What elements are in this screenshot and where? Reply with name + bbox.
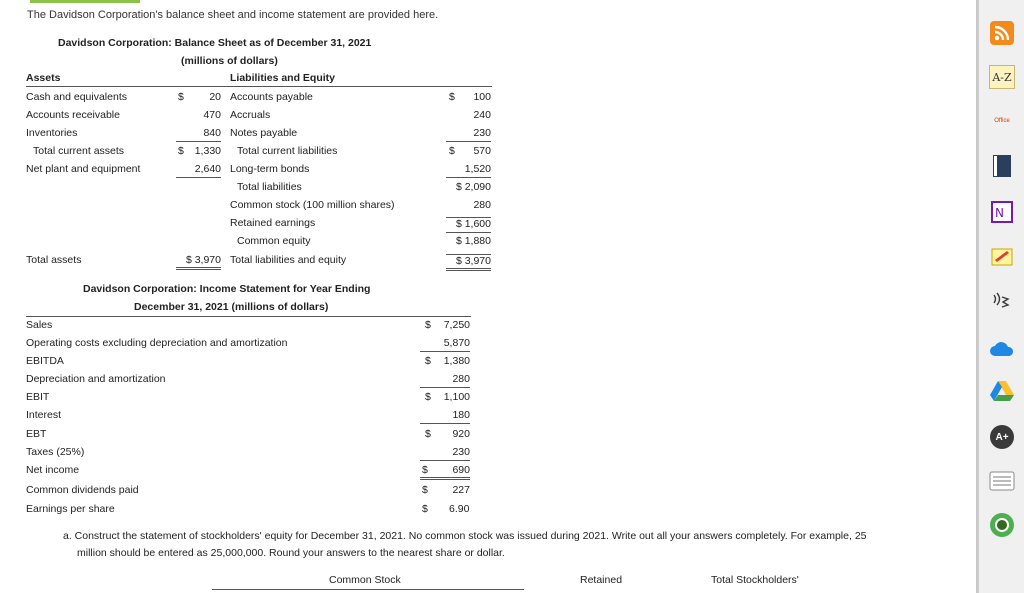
liability-label: Total liabilities xyxy=(237,181,302,193)
liability-dollar: $ xyxy=(449,145,455,157)
liability-label: Retained earnings xyxy=(230,217,316,229)
income-value: 1,100 xyxy=(443,391,470,403)
income-label: Operating costs excluding depreciation and amortization xyxy=(26,337,288,349)
circle-icon[interactable] xyxy=(989,512,1015,538)
liability-label: Notes payable xyxy=(230,127,298,139)
asset-label: Total current assets xyxy=(33,145,125,157)
liability-dollar: $ xyxy=(449,91,455,103)
income-title-line2: December 31, 2021 (millions of dollars) xyxy=(134,301,329,313)
income-dollar: $ xyxy=(425,355,431,367)
income-dollar: $ xyxy=(422,484,428,496)
keyboard-icon[interactable] xyxy=(989,468,1015,494)
col-retained: Retained xyxy=(580,574,623,586)
header-rule xyxy=(26,86,492,87)
income-label: Sales xyxy=(26,319,53,331)
income-label: Interest xyxy=(26,409,62,421)
income-value: 7,250 xyxy=(443,319,470,331)
liability-label: Common equity xyxy=(237,235,311,247)
a-plus-icon[interactable]: A+ xyxy=(989,424,1015,450)
income-value: 230 xyxy=(420,446,470,461)
income-value: 920 xyxy=(452,428,470,440)
intro-text: The Davidson Corporation's balance sheet and income statement are provided here. xyxy=(27,9,439,21)
income-label: EBT xyxy=(26,428,47,440)
income-label: Taxes (25%) xyxy=(26,446,85,458)
liabilities-header: Liabilities and Equity xyxy=(230,72,336,84)
question-line2: million should be entered as 25,000,000. Round your answers to the nearest share or dollar. xyxy=(77,547,505,559)
income-dollar: $ xyxy=(425,428,431,440)
income-value: 280 xyxy=(420,373,470,388)
note-icon[interactable] xyxy=(989,244,1015,270)
col-total-stockholders: Total Stockholders' xyxy=(711,574,799,586)
question-line1: a. Construct the statement of stockholders' equity for December 31, 2021. No common stock was issued during 2021. Write out all your answers completely. For example, 25 xyxy=(63,530,867,542)
asset-label: Accounts receivable xyxy=(26,109,120,121)
income-label: Earnings per share xyxy=(26,503,115,515)
income-header-rule xyxy=(26,316,471,317)
office-icon[interactable]: Office xyxy=(994,118,1010,124)
income-label: Common dividends paid xyxy=(26,484,139,496)
top-accent-bar xyxy=(30,0,140,3)
liability-value: $ 3,970 xyxy=(446,254,491,271)
asset-value: 20 xyxy=(209,91,221,103)
income-value: 690 xyxy=(420,464,470,480)
income-value: 6.90 xyxy=(449,503,470,515)
liability-label: Long-term bonds xyxy=(230,163,310,175)
total-assets-label: Total assets xyxy=(26,254,82,266)
book-icon[interactable] xyxy=(989,153,1015,179)
liability-value: $ 2,090 xyxy=(455,181,491,193)
income-value: 180 xyxy=(420,409,470,424)
rss-icon[interactable] xyxy=(989,20,1015,46)
liability-value: $ 1,880 xyxy=(455,235,491,247)
voice-icon[interactable] xyxy=(989,290,1015,316)
liability-label: Total current liabilities xyxy=(237,145,338,157)
total-assets-value: $ 3,970 xyxy=(176,254,221,270)
liability-label: Total liabilities and equity xyxy=(230,254,347,266)
income-label: Depreciation and amortization xyxy=(26,373,166,385)
asset-label: Inventories xyxy=(26,127,78,139)
balance-sheet-subtitle: (millions of dollars) xyxy=(181,55,278,67)
svg-text:N: N xyxy=(995,206,1004,220)
asset-label: Net plant and equipment xyxy=(26,163,141,175)
liability-value: 280 xyxy=(473,199,491,211)
liability-value: 100 xyxy=(473,91,491,103)
income-value: 1,380 xyxy=(443,355,470,367)
asset-value: 2,640 xyxy=(176,163,221,178)
onenote-icon[interactable] xyxy=(989,199,1015,225)
drive-icon[interactable] xyxy=(989,378,1015,404)
assets-header: Assets xyxy=(26,72,61,84)
income-dollar: $ xyxy=(425,391,431,403)
income-dollar: $ xyxy=(425,319,431,331)
income-label: EBITDA xyxy=(26,355,64,367)
asset-value: 840 xyxy=(176,127,221,142)
asset-dollar: $ xyxy=(178,91,184,103)
income-label: EBIT xyxy=(26,391,50,403)
cloud-icon[interactable] xyxy=(989,335,1015,361)
income-dollar: $ xyxy=(422,464,428,476)
liability-label: Common stock (100 million shares) xyxy=(230,199,395,211)
col-common-stock: Common Stock xyxy=(329,574,401,586)
extensions-sidebar xyxy=(978,0,1024,593)
liability-value: $ 1,600 xyxy=(446,217,491,233)
liability-value: 1,520 xyxy=(446,163,491,178)
asset-label: Cash and equivalents xyxy=(26,91,127,103)
asset-value: 470 xyxy=(203,109,221,121)
income-label: Net income xyxy=(26,464,80,476)
common-stock-rule xyxy=(212,589,524,590)
income-dollar: $ xyxy=(422,503,428,515)
liability-value: 570 xyxy=(473,145,491,157)
a-z-icon[interactable]: A-Z xyxy=(989,64,1015,90)
liability-label: Accounts payable xyxy=(230,91,313,103)
asset-dollar: $ xyxy=(178,145,184,157)
income-title-line1: Davidson Corporation: Income Statement for Year Ending xyxy=(83,283,371,295)
balance-sheet-title: Davidson Corporation: Balance Sheet as of December 31, 2021 xyxy=(58,37,372,49)
liability-label: Accruals xyxy=(230,109,271,121)
liability-value: 230 xyxy=(446,127,491,142)
liability-value: 240 xyxy=(473,109,491,121)
income-value: 227 xyxy=(452,484,470,496)
asset-value: 1,330 xyxy=(194,145,221,157)
income-value: 5,870 xyxy=(420,337,470,352)
